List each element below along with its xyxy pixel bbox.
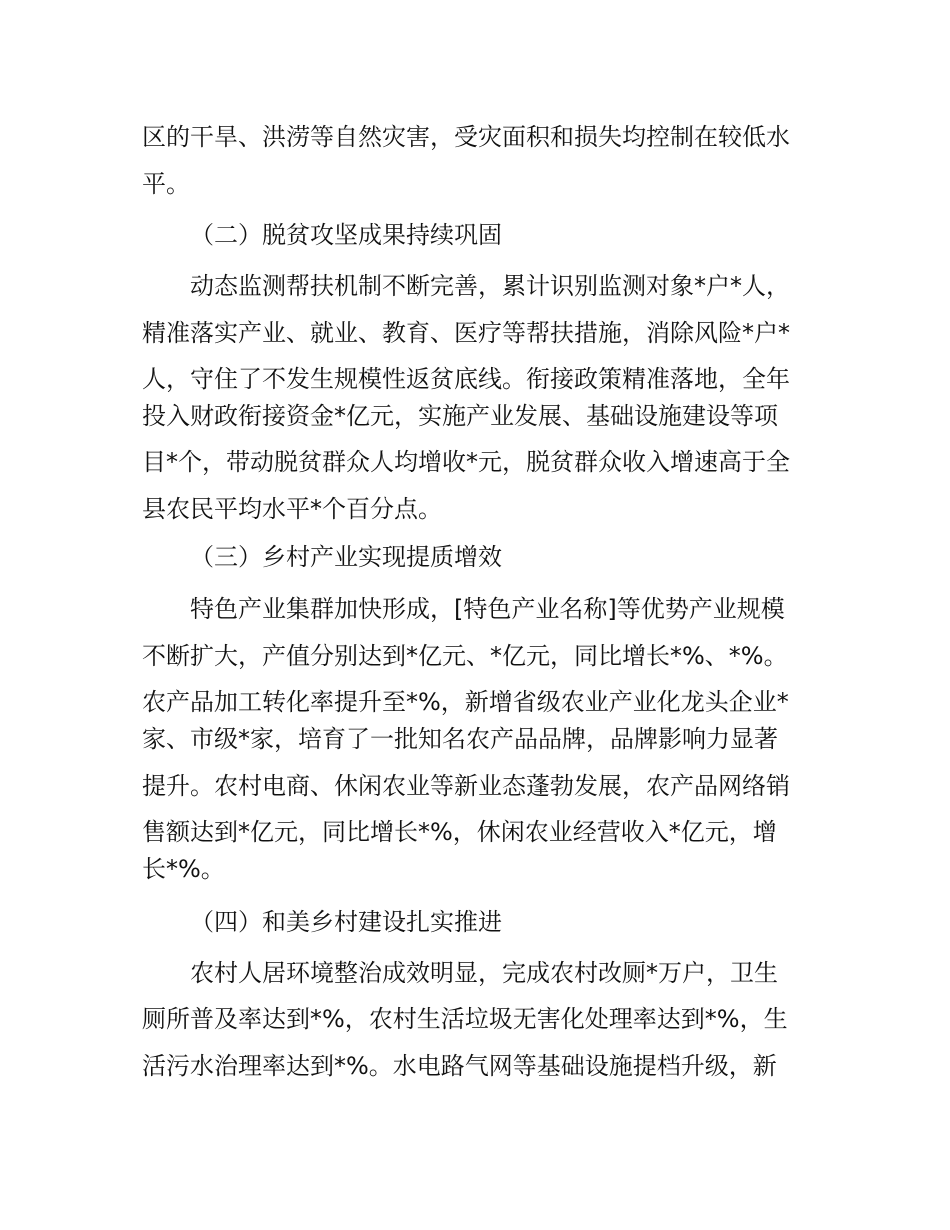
- body-text-line: 精准落实产业、就业、教育、医疗等帮扶措施，消除风险*户*: [142, 319, 790, 347]
- body-text-line: 家、市级*家，培育了一批知名农产品品牌，品牌影响力显著: [142, 725, 778, 753]
- body-text-line: 投入财政衔接资金*亿元，实施产业发展、基础设施建设等项: [142, 402, 778, 430]
- body-text-line: 农村人居环境整治成效明显，完成农村改厕*万户，卫生: [190, 959, 778, 987]
- section-heading-4: （四）和美乡村建设扎实推进: [190, 908, 502, 936]
- body-text-line: 平。: [142, 170, 190, 198]
- body-text-line: 动态监测帮扶机制不断完善，累计识别监测对象*户*人，: [190, 272, 790, 300]
- section-heading-3: （三）乡村产业实现提质增效: [190, 543, 502, 571]
- body-text-line: 不断扩大，产值分别达到*亿元、*亿元，同比增长*%、*%。: [142, 642, 788, 670]
- body-text-line: 人，守住了不发生规模性返贫底线。衔接政策精准落地，全年: [142, 365, 790, 393]
- body-text-line: 提升。农村电商、休闲农业等新业态蓬勃发展，农产品网络销: [142, 772, 790, 800]
- body-text-line: 厕所普及率达到*%，农村生活垃圾无害化处理率达到*%，生: [142, 1005, 788, 1033]
- body-text-line: 特色产业集群加快形成，[特色产业名称]等优势产业规模: [190, 595, 785, 623]
- body-text-line: 目*个，带动脱贫群众人均增收*元，脱贫群众收入增速高于全: [142, 448, 790, 476]
- body-text-line: 农产品加工转化率提升至*%，新增省级农业产业化龙头企业*: [142, 688, 789, 716]
- body-text-line: 长*%。: [142, 855, 225, 883]
- body-text-line: 区的干旱、洪涝等自然灾害，受灾面积和损失均控制在较低水: [142, 123, 790, 151]
- body-text-line: 活污水治理率达到*%。水电路气网等基础设施提档升级，新: [142, 1052, 777, 1080]
- body-text-line: 售额达到*亿元，同比增长*%，休闲农业经营收入*亿元，增: [142, 818, 777, 846]
- section-heading-2: （二）脱贫攻坚成果持续巩固: [190, 221, 502, 249]
- body-text-line: 县农民平均水平*个百分点。: [142, 495, 442, 523]
